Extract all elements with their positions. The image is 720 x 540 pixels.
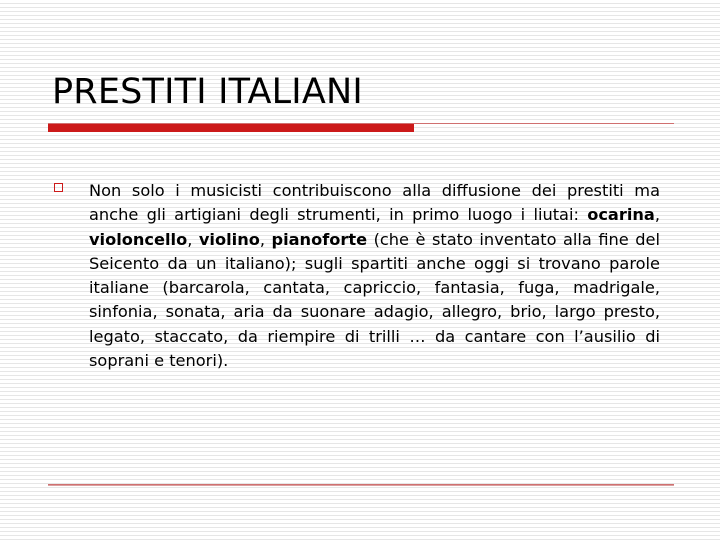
footer-divider-thick [48, 485, 674, 486]
text-segment: , [259, 229, 272, 249]
term-violoncello: violoncello [89, 229, 188, 249]
text-segment: Non solo i musicisti contribuiscono alla diffusione dei prestiti ma anche gli artigiani degli strumenti, in primo luogo i liutai: [89, 181, 660, 225]
bullet-square-icon [54, 183, 63, 192]
term-ocarina: ocarina [587, 205, 655, 225]
bullet-paragraph [89, 179, 660, 373]
term-pianoforte: pianoforte [271, 229, 368, 249]
title-divider-thick [48, 124, 414, 132]
text-segment: (che è stato inventato alla fine del Seicento da un italiano); sugli spartiti anche oggi si trovano parole italiane (barcarola, cantata, capriccio, fantasia, fuga, madrigale, sinfonia, sonata, aria da suonare adagio, allegro, brio, largo presto, legato, staccato, da riempire di trilli … da cantare con l’ausilio di soprani e tenori). [89, 229, 660, 371]
text-segment: , [654, 205, 660, 225]
term-violino: violino [198, 229, 260, 249]
slide-title: PRESTITI ITALIANI [52, 72, 363, 112]
text-segment: , [187, 229, 199, 249]
